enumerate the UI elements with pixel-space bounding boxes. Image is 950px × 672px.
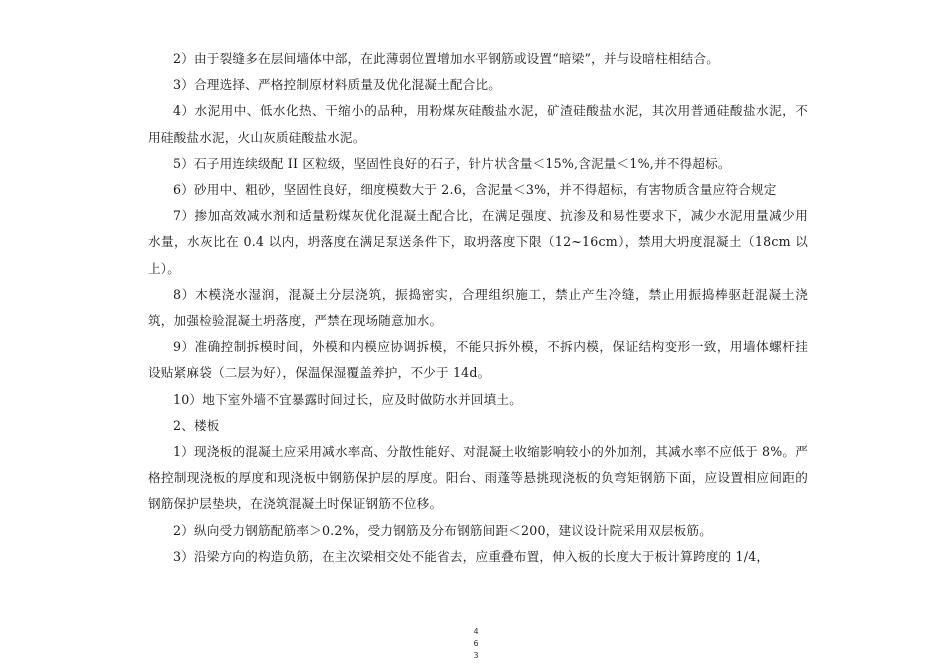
paragraph-item-3-negative-rebar: 3）沿梁方向的构造负筋，在主次梁相交处不能省去，应重叠布置，伸入板的长度大于板计算跨度的 1/4， — [173, 548, 770, 564]
paragraph-item-2-cracks: 2）由于裂缝多在层间墙体中部，在此薄弱位置增加水平钢筋或设置“暗梁”，并与设暗柱相结合。 — [173, 51, 720, 66]
page-number-digit: 3 — [473, 651, 479, 660]
paragraph-item-4-cement: 4）水泥用中、低水化热、干缩小的品种，用粉煤灰硅酸盐水泥，矿渣硅酸盐水泥，其次用普通硅酸盐水泥，不用硅酸盐水泥，火山灰质硅酸盐水泥。 — [148, 103, 808, 145]
paragraph-item-3-materials: 3）合理选择、严格控制原材料质量及优化混凝土配合比。 — [173, 77, 502, 93]
paragraph-item-2-reinforcement-ratio: 2）纵向受力钢筋配筋率＞0.2%，受力钢筋及分布钢筋间距＜200，建议设计院采用双层板筋。 — [173, 522, 713, 538]
paragraph-item-9-formwork: 9）准确控制拆模时间，外模和内模应协调拆模，不能只拆外模，不拆内模，保证结构变形一致，用墙体螺杆挂设贴紧麻袋（二层为好），保温保湿覆盖养护，不少于 14d。 — [148, 339, 808, 381]
paragraph-item-5-stone: 5）石子用连续级配 II 区粒级，坚固性良好的石子，针片状含量＜15%,含泥量＜1%,并不得超标。 — [173, 155, 731, 171]
section-heading-floor-slab: 2、楼板 — [173, 417, 220, 433]
paragraph-item-10-basement-wall: 10）地下室外墙不宜暴露时间过长，应及时做防水并回填土。 — [173, 391, 523, 407]
paragraph-item-8-pouring: 8）木模浇水湿润，混凝土分层浇筑，振捣密实，合理组织施工，禁止产生冷缝，禁止用振捣棒驱赶混凝土浇筑，加强检验混凝土坍落度，严禁在现场随意加水。 — [148, 286, 808, 329]
page-number-digit: 4 — [473, 627, 479, 636]
paragraph-item-1-slab-concrete: 1）现浇板的混凝土应采用减水率高、分散性能好、对混凝土收缩影响较小的外加剂，其减水率不应低于 8%。严格控制现浇板的厚度和现浇板中钢筋保护层的厚度。阳台、雨蓬等悬挑现浇板的负弯矩钢筋下面，应设置相应间距的钢筋保护层垫块，在浇筑混凝土时保证钢筋不位移。 — [148, 444, 808, 512]
document-body — [148, 46, 808, 570]
page-number — [466, 626, 486, 662]
paragraph-item-6-sand: 6）砂用中、粗砂，坚固性良好，细度模数大于 2.6，含泥量＜3%，并不得超标，有害物质含量应符合规定 — [173, 182, 777, 198]
page-number-digit: 6 — [473, 639, 479, 648]
paragraph-item-7-admixture: 7）掺加高效减水剂和适量粉煤灰优化混凝土配合比，在满足强度、抗渗及和易性要求下，减少水泥用量减少用水量，水灰比在 0.4 以内，坍落度在满足泵送条件下，取坍落度下限（12~16cm），禁用大坍度混凝土（18cm 以上）。 — [148, 208, 808, 276]
